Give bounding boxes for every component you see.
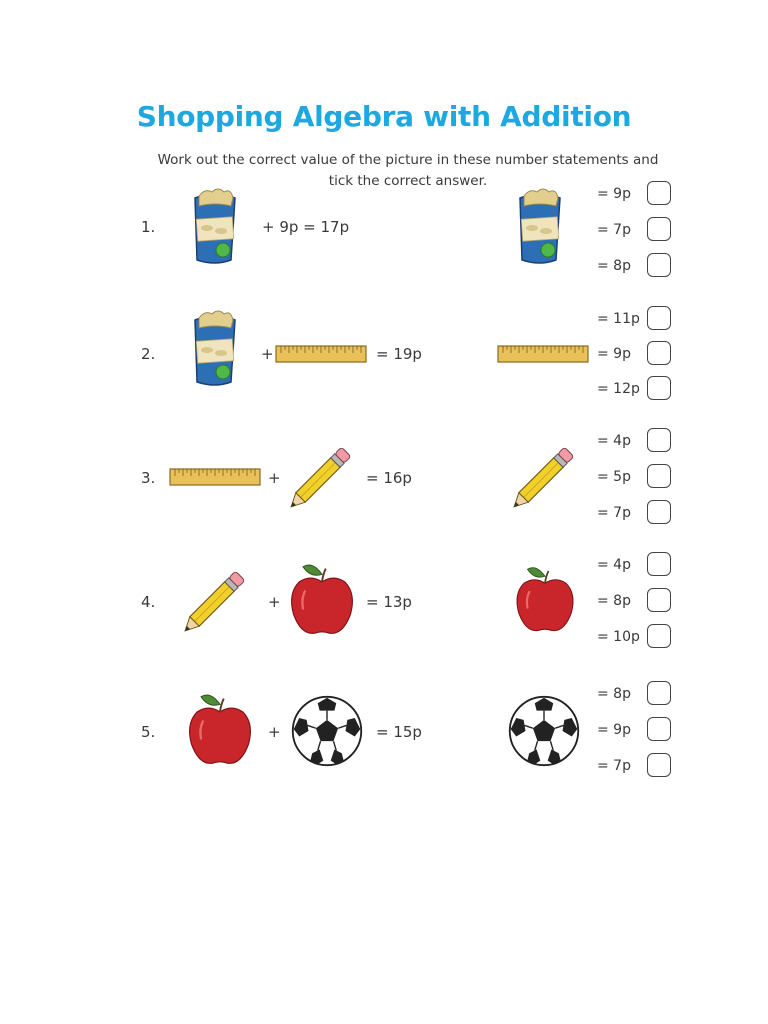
- q4-option-c: = 10p: [597, 629, 640, 645]
- question-4-plus: +: [268, 593, 281, 611]
- q5-option-c: = 7p: [597, 758, 631, 774]
- instruction-line-2: tick the correct answer.: [328, 173, 488, 189]
- ruler-icon: [275, 345, 367, 363]
- question-4-number: 4.: [141, 593, 156, 611]
- football-icon: [290, 694, 364, 768]
- crisps-packet-icon: [185, 186, 245, 266]
- q3-option-a: = 4p: [597, 433, 631, 449]
- question-2-number: 2.: [141, 345, 156, 363]
- q5-option-b-checkbox[interactable]: [647, 717, 671, 741]
- question-5-plus: +: [268, 723, 281, 741]
- q3-option-b-checkbox[interactable]: [647, 464, 671, 488]
- q5-option-a: = 8p: [597, 686, 631, 702]
- q3-option-c: = 7p: [597, 505, 631, 521]
- ruler-icon: [169, 468, 261, 486]
- pencil-icon: [284, 438, 360, 514]
- q3-option-a-checkbox[interactable]: [647, 428, 671, 452]
- question-1-number: 1.: [141, 218, 156, 236]
- worksheet-title: Shopping Algebra with Addition: [136, 100, 632, 133]
- instruction-line-1: Work out the correct value of the picture in these number statements and: [157, 152, 659, 168]
- answer-4-apple-icon: [510, 558, 580, 640]
- q5-option-b: = 9p: [597, 722, 631, 738]
- pencil-icon: [178, 562, 254, 638]
- q1-option-a: = 9p: [597, 186, 631, 202]
- q2-option-c-checkbox[interactable]: [647, 376, 671, 400]
- q5-option-c-checkbox[interactable]: [647, 753, 671, 777]
- answer-2-ruler-icon: [497, 345, 589, 363]
- q2-option-b-checkbox[interactable]: [647, 341, 671, 365]
- question-4-result: = 13p: [366, 593, 412, 611]
- q4-option-c-checkbox[interactable]: [647, 624, 671, 648]
- apple-icon: [284, 558, 360, 640]
- question-3-plus: +: [268, 469, 281, 487]
- answer-1-crisps-packet-icon: [510, 186, 570, 266]
- q1-option-b-checkbox[interactable]: [647, 217, 671, 241]
- q1-option-a-checkbox[interactable]: [647, 181, 671, 205]
- question-2-plus: +: [261, 345, 274, 363]
- q5-option-a-checkbox[interactable]: [647, 681, 671, 705]
- answer-5-football-icon: [507, 694, 581, 768]
- q3-option-b: = 5p: [597, 469, 631, 485]
- answer-3-pencil-icon: [507, 438, 583, 514]
- q1-option-c: = 8p: [597, 258, 631, 274]
- q3-option-c-checkbox[interactable]: [647, 500, 671, 524]
- q2-option-b: = 9p: [597, 346, 631, 362]
- crisps-packet-icon: [185, 308, 245, 388]
- q2-option-a: = 11p: [597, 311, 640, 327]
- q1-option-b: = 7p: [597, 222, 631, 238]
- q1-option-c-checkbox[interactable]: [647, 253, 671, 277]
- q4-option-b-checkbox[interactable]: [647, 588, 671, 612]
- q2-option-a-checkbox[interactable]: [647, 306, 671, 330]
- q2-option-c: = 12p: [597, 381, 640, 397]
- question-3-result: = 16p: [366, 469, 412, 487]
- q4-option-b: = 8p: [597, 593, 631, 609]
- question-5-result: = 15p: [376, 723, 422, 741]
- question-1-equation: + 9p = 17p: [262, 218, 350, 236]
- question-2-result: = 19p: [376, 345, 422, 363]
- question-5-number: 5.: [141, 723, 156, 741]
- apple-icon: [182, 688, 258, 770]
- question-3-number: 3.: [141, 469, 156, 487]
- q4-option-a-checkbox[interactable]: [647, 552, 671, 576]
- q4-option-a: = 4p: [597, 557, 631, 573]
